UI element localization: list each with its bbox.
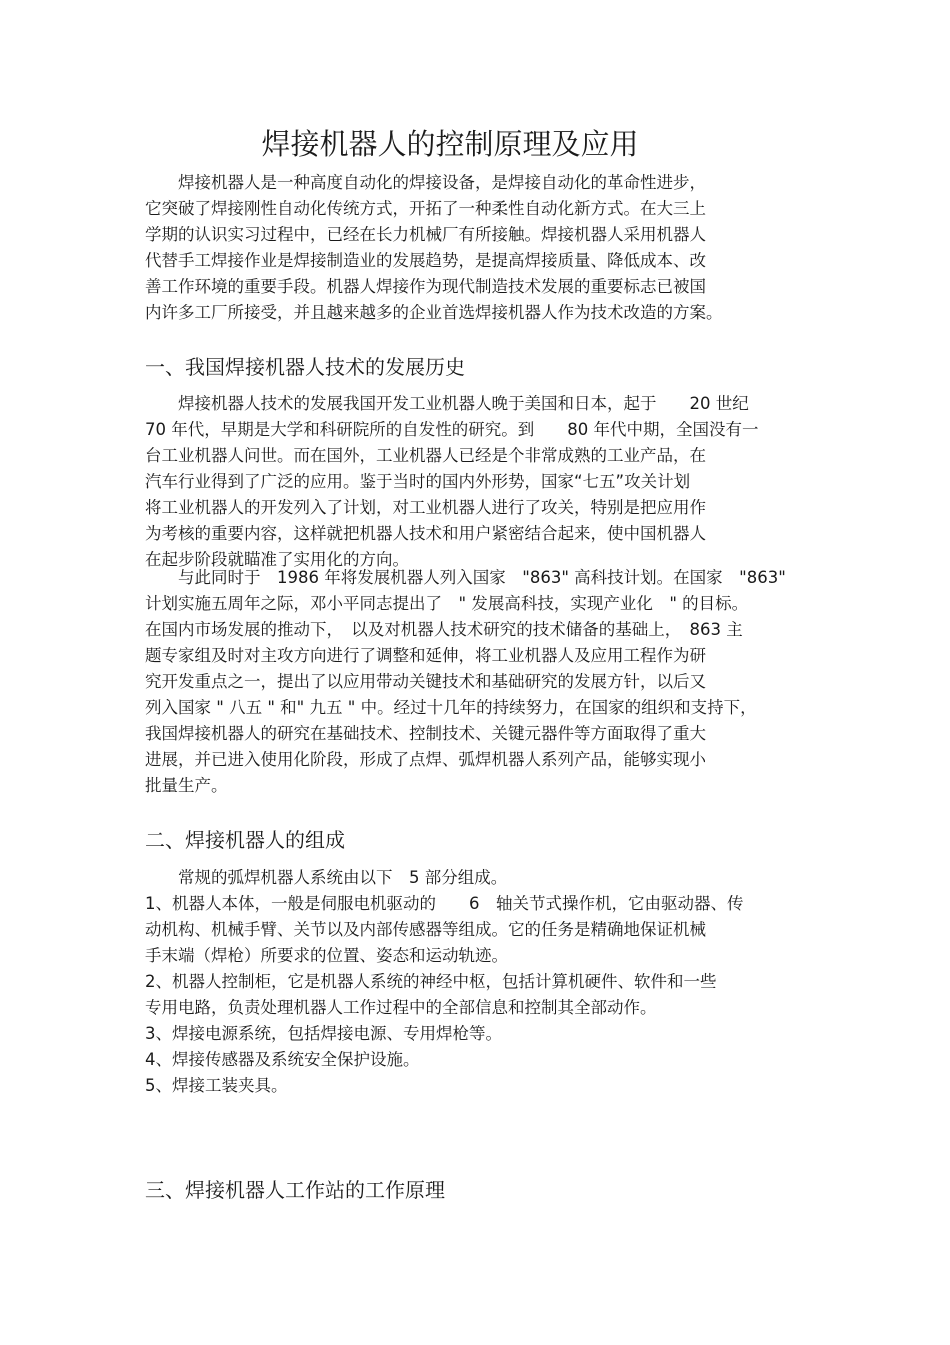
text-line: 汽车行业得到了广泛的应用。鉴于当时的国内外形势，国家“七五”攻关计划	[145, 472, 691, 491]
list-item: 3、焊接电源系统，包括焊接电源、专用焊枪等。	[145, 1024, 502, 1043]
section-heading-working-principle: 三、焊接机器人工作站的工作原理	[145, 1178, 445, 1202]
text-line: 为考核的重要内容，这样就把机器人技术和用户紧密结合起来，使中国机器人	[145, 524, 706, 543]
text-line: 批量生产。	[145, 776, 228, 795]
text-line: 与此同时于 1986 年将发展机器人列入国家 "863" 高科技计划。在国家 "863"	[178, 568, 786, 587]
list-item: 动机构、机械手臂、关节以及内部传感器等组成。它的任务是精确地保证机械	[145, 920, 706, 939]
list-item: 4、焊接传感器及系统安全保护设施。	[145, 1050, 420, 1069]
document-title: 焊接机器人的控制原理及应用	[261, 127, 639, 161]
list-item: 1、机器人本体，一般是伺服电机驱动的 6 轴关节式操作机，它由驱动器、传	[145, 894, 744, 913]
text-line: 进展，并已进入使用化阶段，形成了点焊、弧焊机器人系列产品，能够实现小	[145, 750, 706, 769]
text-line: 内许多工厂所接受，并且越来越多的企业首选焊接机器人作为技术改造的方案。	[145, 303, 723, 322]
text-line: 计划实施五周年之际，邓小平同志提出了 " 发展高科技，实现产业化 " 的目标。	[145, 594, 749, 613]
text-line: 在国内市场发展的推动下， 以及对机器人技术研究的技术储备的基础上， 863 主	[145, 620, 743, 639]
text-line: 学期的认识实习过程中，已经在长力机械厂有所接触。焊接机器人采用机器人	[145, 225, 706, 244]
list-item: 手末端（焊枪）所要求的位置、姿态和运动轨迹。	[145, 946, 508, 965]
section-heading-composition: 二、焊接机器人的组成	[145, 828, 345, 852]
text-line: 究开发重点之一，提出了以应用带动关键技术和基础研究的发展方针，以后又	[145, 672, 706, 691]
list-item: 专用电路，负责处理机器人工作过程中的全部信息和控制其全部动作。	[145, 998, 657, 1017]
history-paragraph-2	[145, 565, 825, 799]
text-line: 在起步阶段就瞄准了实用化的方向。	[145, 550, 409, 569]
text-line: 焊接机器人技术的发展我国开发工业机器人晚于美国和日本，起于 20 世纪	[178, 394, 749, 413]
text-line: 代替手工焊接作业是焊接制造业的发展趋势，是提高焊接质量、降低成本、改	[145, 251, 706, 270]
composition-list	[145, 865, 825, 1099]
section-heading-history: 一、我国焊接机器人技术的发展历史	[145, 355, 465, 379]
list-item: 5、焊接工装夹具。	[145, 1076, 288, 1095]
text-line: 题专家组及时对主攻方向进行了调整和延伸，将工业机器人及应用工程作为研	[145, 646, 706, 665]
history-paragraph-1	[145, 391, 825, 573]
text-line: 台工业机器人问世。而在国外，工业机器人已经是个非常成熟的工业产品，在	[145, 446, 706, 465]
text-line: 我国焊接机器人的研究在基础技术、控制技术、关键元器件等方面取得了重大	[145, 724, 706, 743]
text-line: 焊接机器人是一种高度自动化的焊接设备，是焊接自动化的革命性进步，	[178, 173, 706, 192]
text-line: 列入国家 " 八五 " 和" 九五 " 中。经过十几年的持续努力，在国家的组织和支持下，	[145, 698, 757, 717]
text-line: 70 年代，早期是大学和科研院所的自发性的研究。到 80 年代中期，全国没有一	[145, 420, 759, 439]
text-line: 将工业机器人的开发列入了计划，对工业机器人进行了攻关，特别是把应用作	[145, 498, 706, 517]
text-line: 它突破了焊接刚性自动化传统方式，开拓了一种柔性自动化新方式。在大三上	[145, 199, 706, 218]
text-line: 善工作环境的重要手段。机器人焊接作为现代制造技术发展的重要标志已被国	[145, 277, 706, 296]
intro-paragraph	[145, 170, 825, 326]
text-line: 常规的弧焊机器人系统由以下 5 部分组成。	[178, 868, 508, 887]
list-item: 2、机器人控制柜，它是机器人系统的神经中枢，包括计算机硬件、软件和一些	[145, 972, 717, 991]
